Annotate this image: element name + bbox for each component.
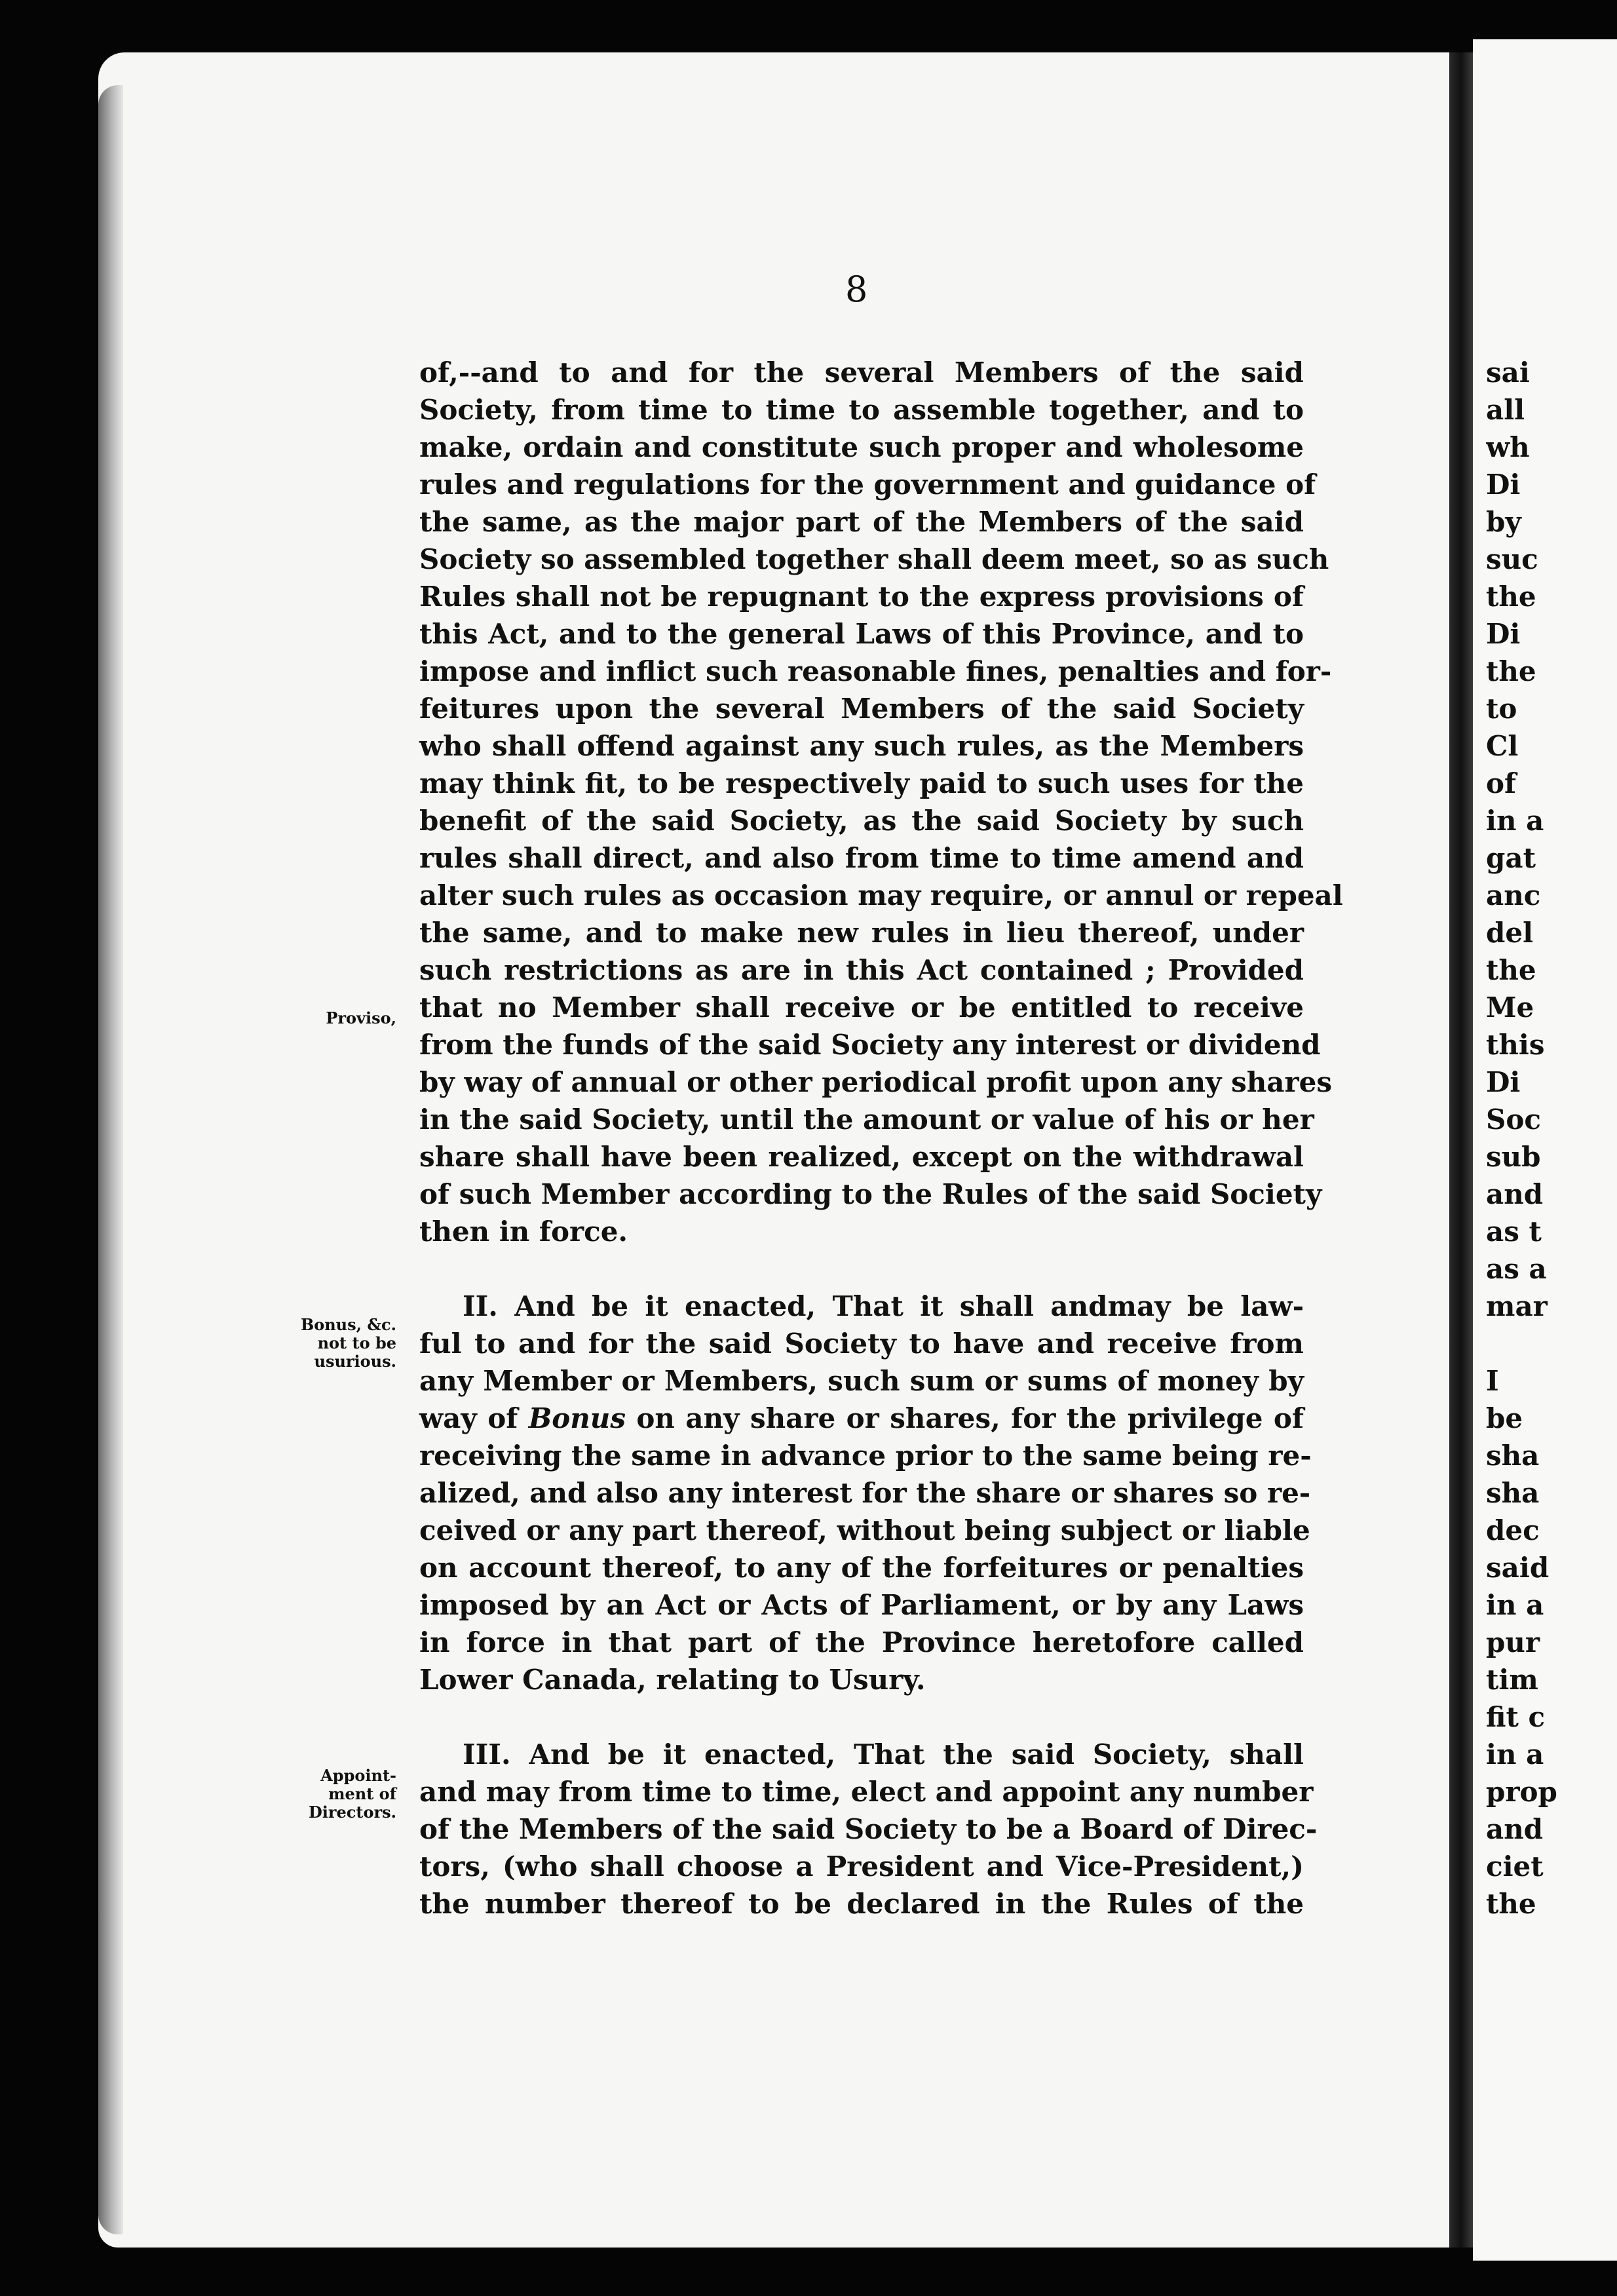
facing-page-fragment: the — [1486, 1888, 1536, 1920]
facing-page-fragment: ciet — [1486, 1850, 1544, 1883]
text-line: the same, as the major part of the Members of the said — [419, 506, 1304, 538]
text-line: Society, from time to time to assemble together, and to — [419, 394, 1304, 426]
facing-page-fragment: sha — [1486, 1477, 1540, 1509]
facing-page-fragment: tim — [1486, 1664, 1538, 1696]
facing-page-fragment: sha — [1486, 1440, 1540, 1472]
margin-note-line: Proviso, — [326, 1008, 396, 1027]
paragraph-gap — [419, 1250, 1304, 1288]
facing-page-fragment: suc — [1486, 543, 1538, 575]
margin-note-line: Bonus, &c. — [300, 1315, 396, 1334]
margin-note-line: not to be — [317, 1333, 396, 1352]
text-line: that no Member shall receive or be entitled to receive — [419, 991, 1304, 1024]
margin-note-line: usurious. — [314, 1352, 396, 1371]
text-line: rules shall direct, and also from time to time amend and — [419, 842, 1304, 874]
text-line: impose and inflict such reasonable fines, penalties and for- — [419, 655, 1332, 687]
text-line: alized, and also any interest for the share or shares so re- — [419, 1477, 1311, 1509]
facing-page-fragment: pur — [1486, 1626, 1540, 1658]
page-edge-shadow — [98, 85, 123, 2234]
facing-page-fragment: anc — [1486, 879, 1541, 911]
text-line: Rules shall not be repugnant to the express provisions of — [419, 581, 1304, 613]
facing-page-fragment: dec — [1486, 1514, 1540, 1546]
facing-page-fragment: and — [1486, 1813, 1544, 1845]
facing-page-fragment: wh — [1486, 431, 1530, 463]
facing-page-fragment: mar — [1486, 1290, 1548, 1322]
text-line: tors, (who shall choose a President and Vice-President,) — [419, 1850, 1304, 1883]
text-line: III. And be it enacted, That the said Society, shall — [463, 1738, 1304, 1770]
facing-page-fragment — [1486, 1325, 1617, 1362]
text-line: imposed by an Act or Acts of Parliament, or by any Laws — [419, 1589, 1304, 1621]
text-line: of such Member according to the Rules of the said Society — [419, 1178, 1322, 1210]
margin-note-line: Appoint- — [320, 1766, 396, 1785]
text-run: on any share or shares, for the privilege of — [625, 1402, 1304, 1434]
text-line: Lower Canada, relating to Usury. — [419, 1664, 926, 1696]
facing-page-fragment: fit c — [1486, 1701, 1546, 1733]
facing-page-fragment: in a — [1486, 805, 1544, 837]
text-line: Society so assembled together shall deem meet, so as such — [419, 543, 1329, 575]
facing-page-fragment: this — [1486, 1029, 1545, 1061]
text-line: by way of annual or other periodical profit upon any shares — [419, 1066, 1332, 1098]
paragraph-2 — [419, 1288, 1312, 1698]
text-line: then in force. — [419, 1215, 628, 1248]
facing-page-text — [1486, 354, 1617, 1923]
text-line: the same, and to make new rules in lieu thereof, under — [419, 917, 1304, 949]
facing-page-fragment: all — [1486, 394, 1525, 426]
text-run: way of — [419, 1402, 529, 1434]
paragraph-3 — [419, 1736, 1318, 1923]
facing-page-fragment: gat — [1486, 842, 1536, 874]
facing-page-fragment: I — [1486, 1365, 1499, 1397]
text-line: receiving the same in advance prior to the same being re- — [419, 1440, 1312, 1472]
facing-page-fragment: in a — [1486, 1589, 1544, 1621]
facing-page-fragment: sub — [1486, 1141, 1541, 1173]
text-line: from the funds of the said Society any interest or dividend — [419, 1029, 1321, 1061]
italic-term-bonus: Bonus — [528, 1402, 626, 1434]
facing-page-fragment: Soc — [1486, 1103, 1541, 1136]
margin-note-proviso — [265, 1009, 396, 1027]
facing-page-fragment: in a — [1486, 1738, 1544, 1770]
facing-page-fragment: by — [1486, 506, 1521, 538]
facing-page-fragment: and — [1486, 1178, 1544, 1210]
facing-page-fragment: the — [1486, 581, 1536, 613]
facing-page-fragment: Di — [1486, 469, 1521, 501]
facing-page-fragment: to — [1486, 693, 1517, 725]
text-line: any Member or Members, such sum or sums of money by — [419, 1365, 1304, 1397]
facing-page-fragment: as t — [1486, 1215, 1542, 1248]
text-line: share shall have been realized, except on the withdrawal — [419, 1141, 1304, 1173]
text-line: of,--and to and for the several Members of the said — [419, 356, 1304, 389]
text-line: who shall offend against any such rules, as the Members — [419, 730, 1304, 762]
body-text — [419, 354, 1343, 1923]
facing-page-fragment: of — [1486, 767, 1517, 799]
margin-note-line: Directors. — [308, 1803, 396, 1822]
facing-page-fragment: prop — [1486, 1776, 1557, 1808]
paragraph-gap — [419, 1698, 1304, 1736]
facing-page-fragment: Di — [1486, 1066, 1521, 1098]
text-line: benefit of the said Society, as the said Society by such — [419, 805, 1304, 837]
text-line: this Act, and to the general Laws of this Province, and to — [419, 618, 1304, 650]
text-line: on account thereof, to any of the forfeitures or penalties — [419, 1552, 1304, 1584]
text-line: the number thereof to be declared in the Rules of the — [419, 1888, 1304, 1920]
text-line: feitures upon the several Members of the said Society — [419, 693, 1304, 725]
margin-note-appointment — [265, 1767, 396, 1822]
text-line: alter such rules as occasion may require, or annul or repeal — [419, 879, 1343, 911]
text-line: II. And be it enacted, That it shall andmay be law- — [463, 1290, 1304, 1322]
text-line: make, ordain and constitute such proper and wholesome — [419, 431, 1304, 463]
text-line: in the said Society, until the amount or value of his or her — [419, 1103, 1314, 1136]
facing-page-fragment: Me — [1486, 991, 1534, 1024]
text-line: ceived or any part thereof, without being subject or liable — [419, 1514, 1310, 1546]
facing-page-fragment: as a — [1486, 1253, 1547, 1285]
text-line: rules and regulations for the government and guidance of — [419, 469, 1316, 501]
facing-page-fragment: the — [1486, 954, 1536, 986]
facing-page-fragment: be — [1486, 1402, 1523, 1434]
page-number: 8 — [845, 269, 868, 310]
facing-page-fragment: sai — [1486, 356, 1530, 389]
text-line: such restrictions as are in this Act contained ; Provided — [419, 954, 1304, 986]
paragraph-1 — [419, 354, 1343, 1250]
facing-page-fragment: said — [1486, 1552, 1550, 1584]
facing-page-fragment: Di — [1486, 618, 1521, 650]
facing-page-fragment: Cl — [1486, 730, 1519, 762]
text-line: and may from time to time, elect and appoint any number — [419, 1776, 1314, 1808]
margin-note-bonus — [265, 1316, 396, 1371]
text-line: may think fit, to be respectively paid to such uses for the — [419, 767, 1304, 799]
facing-page-fragment: del — [1486, 917, 1534, 949]
margin-note-line: ment of — [328, 1784, 396, 1803]
book-gutter — [1449, 52, 1473, 2248]
text-line: ful to and for the said Society to have and receive from — [419, 1328, 1304, 1360]
text-line: of the Members of the said Society to be a Board of Direc- — [419, 1813, 1318, 1845]
facing-page-fragment: the — [1486, 655, 1536, 687]
text-line: in force in that part of the Province heretofore called — [419, 1626, 1304, 1658]
text-line-with-italic — [419, 1400, 1304, 1437]
